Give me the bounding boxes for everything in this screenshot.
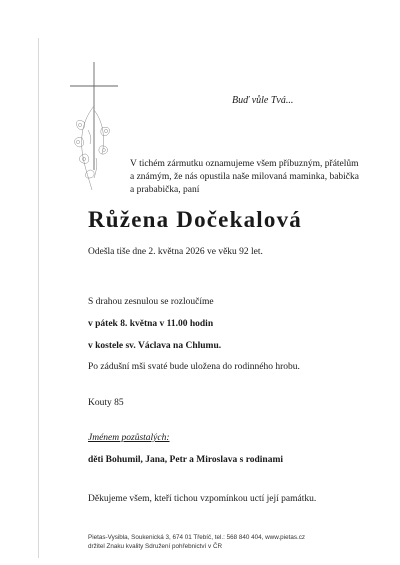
ceremony-intro: S drahou zesnulou se rozloučíme [88,297,214,307]
heirs-title: Jménem pozůstalých: [88,433,170,443]
footer-line-2: držitel Znaku kvality Sdružení pohřebnictví v ČR [88,542,223,550]
deceased-name: Růžena Dočekalová [88,207,302,232]
address: Kouty 85 [88,398,124,408]
funeral-service-footer [88,534,305,551]
ceremony-after: Po zádušní mši svaté bude uložena do rodinného hrobu. [88,362,300,372]
ceremony-date-time: v pátek 8. května v 11.00 hodin [88,319,214,329]
page-edge-line [38,38,39,558]
thanks-line: Děkujeme všem, kteří tichou vzpomínkou uctí její památku. [88,494,317,504]
announcement-intro: V tichém zármutku oznamujeme všem příbuzným, přátelům a známým, že nás opustila naše milovaná maminka, babička a prababička, paní [130,159,359,195]
motto: Buď vůle Tvá... [232,95,294,106]
footer-line-1: Pietas-Vysibla, Soukenická 3, 674 01 Třebíč, tel.: 568 840 404, www.pietas.cz [88,534,306,541]
cross-with-flowers-icon [64,58,124,198]
heirs-names: děti Bohumil, Jana, Petr a Miroslava s rodinami [88,455,284,465]
death-line: Odešla tiše dne 2. května 2026 ve věku 92 let. [88,247,263,257]
ceremony-place: v kostele sv. Václava na Chlumu. [88,341,222,351]
